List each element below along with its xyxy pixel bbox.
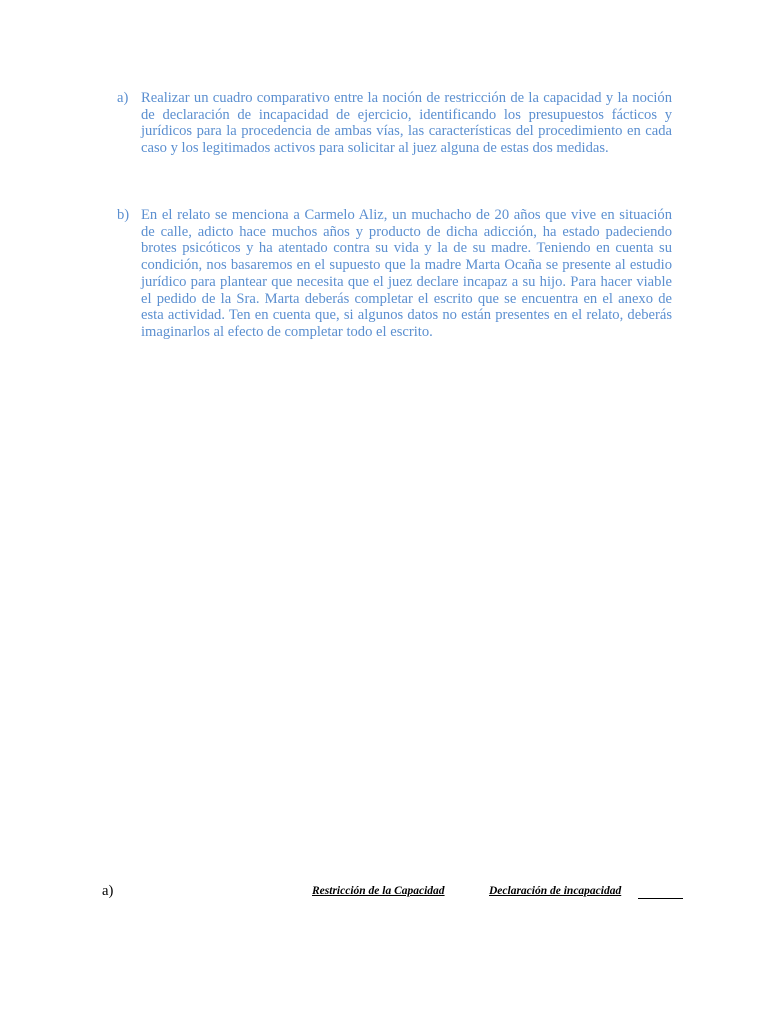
instruction-item-a bbox=[117, 90, 672, 157]
instruction-text-b: En el relato se menciona a Carmelo Aliz, un muchacho de 20 años que vive en situación de calle, adicto hace muchos años y producto de dicha adicción, ha estado padeciendo brotes psicóticos y ha atentado contra su vida y la de su madre. Teniendo en cuenta su condición, nos basaremos en el supuesto que la madre Marta Ocaña se presente al estudio jurídico para plantear que necesita que el juez declare incapaz a su hijo. Para hacer viable el pedido de la Sra. Marta deberás completar el escrito que se encuentra en el anexo de esta actividad. Ten en cuenta que, si algunos datos no están presentes en el relato, deberás imaginarlos al efecto de completar todo el escrito. bbox=[141, 207, 672, 340]
column-heading-declaracion: Declaración de incapacidad bbox=[489, 885, 622, 897]
comparison-table-header bbox=[0, 883, 768, 903]
instruction-marker-b: b) bbox=[117, 207, 130, 223]
table-marker: a) bbox=[102, 883, 114, 899]
column-heading-restriccion: Restricción de la Capacidad bbox=[312, 885, 445, 897]
heading-underline-extension bbox=[638, 898, 683, 899]
instruction-marker-a: a) bbox=[117, 90, 129, 106]
instruction-text-a: Realizar un cuadro comparativo entre la noción de restricción de la capacidad y la noción de declaración de incapacidad de ejercicio, identificando los presupuestos fácticos y jurídicos para la procedencia de ambas vías, las características del procedimiento en cada caso y los legitimados activos para solicitar al juez alguna de estas dos medidas. bbox=[141, 90, 672, 157]
instruction-item-b bbox=[117, 207, 672, 341]
